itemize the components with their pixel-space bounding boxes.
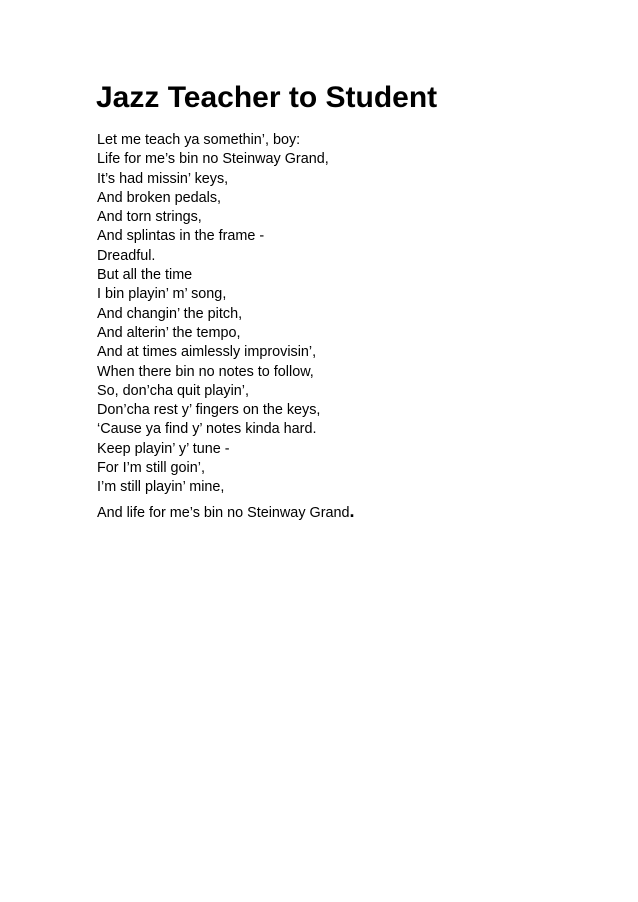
poem-line: I’m still playin’ mine, (97, 479, 225, 496)
poem-line: But all the time (97, 267, 193, 284)
poem-last-line-text: And life for me’s bin no Steinway Grand (97, 504, 350, 521)
poem-line: Dreadful. (97, 247, 156, 264)
poem-final-period: . (349, 500, 355, 521)
poem-line: And at times aimlessly improvisin’, (97, 344, 317, 361)
poem-line: When there bin no notes to follow, (97, 363, 314, 380)
poem-line: Don’cha rest y’ fingers on the keys, (97, 402, 321, 419)
poem-line: Keep playin’ y’ tune - (97, 440, 230, 457)
poem-line: Life for me’s bin no Steinway Grand, (97, 151, 329, 168)
poem-line: I bin playin’ m’ song, (97, 286, 227, 303)
poem-line: And broken pedals, (97, 189, 222, 206)
poem-last-line (97, 502, 355, 523)
poem-body (97, 131, 355, 523)
poem-line: And torn strings, (97, 209, 202, 226)
page-title: Jazz Teacher to Student (96, 81, 438, 114)
poem-line: So, don’cha quit playin’, (97, 382, 250, 399)
poem-line: Let me teach ya somethin’, boy: (97, 132, 301, 148)
poem-line: And alterin’ the tempo, (97, 324, 241, 341)
poem-line: It’s had missin’ keys, (97, 170, 229, 187)
poem-line: And splintas in the frame - (97, 228, 265, 245)
poem-line: And changin’ the pitch, (97, 305, 243, 322)
poem-line: ‘Cause ya find y’ notes kinda hard. (97, 421, 317, 438)
poem-line: For I’m still goin’, (97, 460, 205, 477)
